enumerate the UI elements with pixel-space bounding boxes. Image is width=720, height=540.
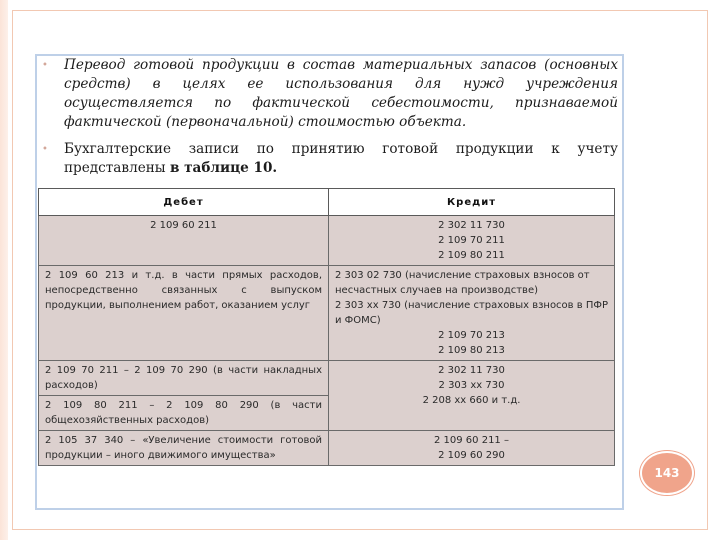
debit-line: 2 109 60 213 и т.д. в части прямых расходов, непосредственно связанных с выпуском продукции, выполнением работ, оказанием услуг <box>45 270 322 311</box>
credit-line: 2 208 хх 660 и т.д. <box>422 395 521 406</box>
debit-line: 2 109 80 211 – 2 109 80 290 (в части общехозяйственных расходов) <box>39 395 328 428</box>
header-credit: Кредит <box>329 189 615 216</box>
table-row <box>39 431 615 466</box>
credit-line: 2 109 80 211 <box>438 250 505 261</box>
bullet-item-2 <box>42 140 618 178</box>
bullet-dot-icon: • <box>42 144 48 155</box>
bullet-dot-icon: • <box>42 60 48 71</box>
credit-cell <box>329 216 615 266</box>
credit-line: 2 303 хх 730 <box>438 380 505 391</box>
bullet-item-1 <box>42 56 618 132</box>
credit-line: 2 109 80 213 <box>438 345 505 356</box>
debit-line: 2 109 60 211 <box>150 220 217 231</box>
table-row <box>39 216 615 266</box>
debit-cell <box>39 431 329 466</box>
credit-line: 2 302 11 730 <box>438 220 505 231</box>
debit-cell <box>39 216 329 266</box>
credit-line: 2 303 хх 730 (начисление страховых взносов в ПФР и ФОМС) <box>335 300 608 326</box>
debit-cell <box>39 361 329 431</box>
bullet-list <box>42 56 618 178</box>
debit-cell <box>39 266 329 361</box>
credit-line: 2 109 70 213 <box>438 330 505 341</box>
bullet-text-2: Бухгалтерские записи по принятию готовой продукции к учету представлены <box>64 141 618 176</box>
header-debit: Дебет <box>39 189 329 216</box>
credit-line: 2 109 70 211 <box>438 235 505 246</box>
decorative-left-stripe <box>0 0 8 540</box>
table-reference: в таблице 10. <box>169 160 278 176</box>
debit-line: 2 105 37 340 – «Увеличение стоимости готовой продукции – иного движимого имущества» <box>45 435 322 461</box>
page-number-badge: 143 <box>640 451 694 495</box>
credit-line: 2 109 60 290 <box>438 450 505 461</box>
credit-cell <box>329 266 615 361</box>
table-header-row <box>39 189 615 216</box>
credit-cell <box>329 431 615 466</box>
credit-line: 2 303 02 730 (начисление страховых взносов от несчастных случаев на производстве) <box>335 270 590 296</box>
debit-line: 2 109 70 211 – 2 109 70 290 (в части накладных расходов) <box>45 365 322 391</box>
credit-line: 2 302 11 730 <box>438 365 505 376</box>
entries-table <box>38 188 615 466</box>
credit-cell <box>329 361 615 431</box>
credit-line: 2 109 60 211 – <box>434 435 509 446</box>
table-row <box>39 361 615 431</box>
table-row <box>39 266 615 361</box>
bullet-text-1: Перевод готовой продукции в состав материальных запасов (основных средств) в целях ее использования для нужд учреждения осуществляется по фактической себестоимости, признаваемой фактической (первоначальной) стоимостью объекта. <box>64 57 618 130</box>
